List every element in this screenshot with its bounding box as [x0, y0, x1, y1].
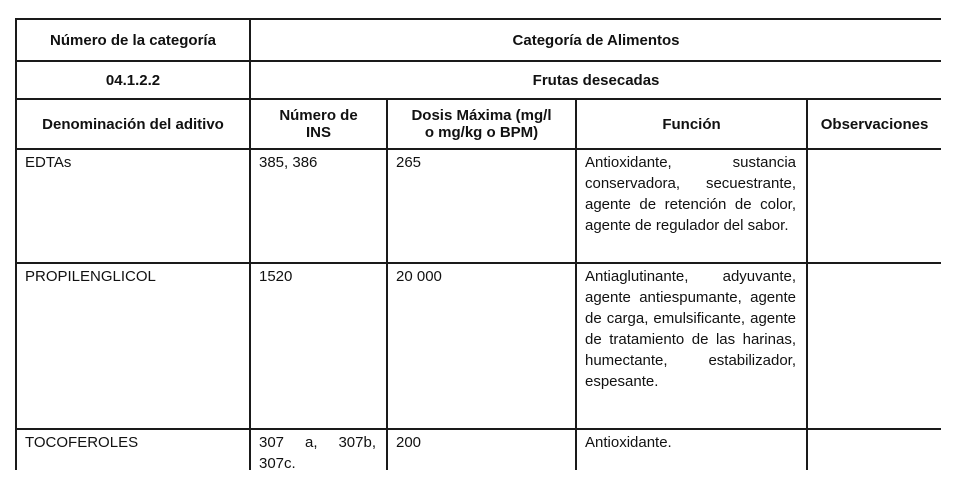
category-number: 04.1.2.2 — [16, 61, 250, 99]
column-header-ins — [250, 99, 387, 149]
column-header-additive-name: Denominación del aditivo — [16, 99, 250, 149]
document-page — [15, 18, 941, 470]
category-number-label: Número de la categoría — [16, 19, 250, 61]
column-header-max-dose — [387, 99, 576, 149]
max-dose-cell: 265 — [387, 149, 576, 263]
column-header-max-dose-line1: Dosis Máxima (mg/l — [411, 107, 552, 124]
additive-name-cell: TOCOFEROLES — [16, 429, 250, 470]
max-dose-cell: 20 000 — [387, 263, 576, 429]
observations-cell — [807, 149, 941, 263]
food-category-label: Categoría de Alimentos — [250, 19, 941, 61]
table-row — [16, 429, 941, 470]
column-header-function: Función — [576, 99, 807, 149]
additive-name-cell: EDTAs — [16, 149, 250, 263]
table-row — [16, 149, 941, 263]
table-row — [16, 263, 941, 429]
function-cell: Antioxidante. — [576, 429, 807, 470]
ins-number-cell: 307 a, 307b, 307c. — [250, 429, 387, 470]
observations-cell — [807, 263, 941, 429]
category-label-row — [16, 19, 941, 61]
column-header-observations: Observaciones — [807, 99, 941, 149]
function-cell: Antiaglutinante, adyuvante, agente antiespumante, agente de carga, emulsificante, agente de tratamiento de las harinas, humectante, estabilizador, espesante. — [576, 263, 807, 429]
food-category: Frutas desecadas — [250, 61, 941, 99]
column-header-row — [16, 99, 941, 149]
column-header-ins-line1: Número de — [279, 107, 358, 124]
column-header-max-dose-line2: o mg/kg o BPM) — [424, 124, 539, 141]
column-header-ins-line2: INS — [305, 124, 331, 141]
ins-number-cell: 385, 386 — [250, 149, 387, 263]
observations-cell — [807, 429, 941, 470]
additives-table — [15, 18, 941, 470]
category-value-row — [16, 61, 941, 99]
max-dose-cell: 200 — [387, 429, 576, 470]
additive-name-cell: PROPILENGLICOL — [16, 263, 250, 429]
ins-number-cell: 1520 — [250, 263, 387, 429]
function-cell: Antioxidante, sustancia conservadora, secuestrante, agente de retención de color, agente de regulador del sabor. — [576, 149, 807, 263]
